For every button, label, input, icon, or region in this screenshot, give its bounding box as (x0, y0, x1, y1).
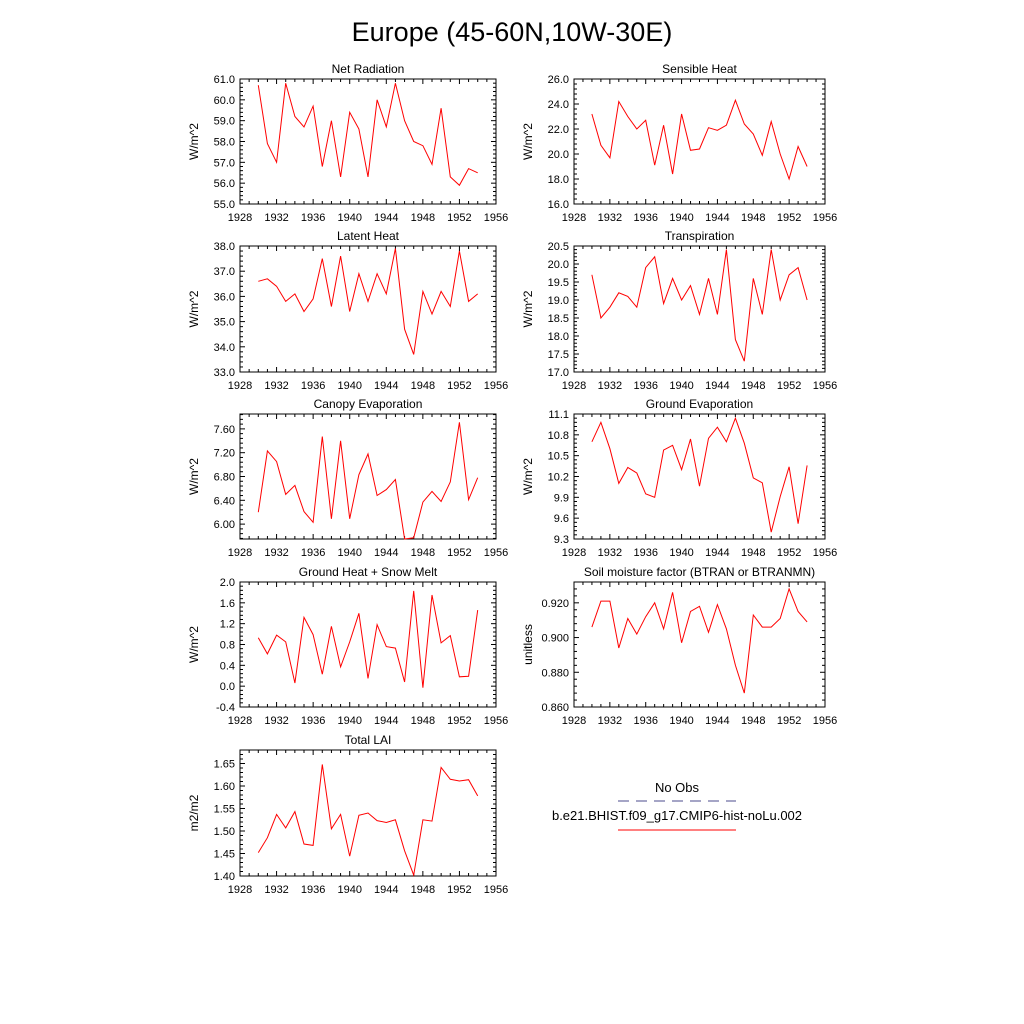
y-tick-label: 55.0 (213, 199, 235, 211)
series-line (592, 589, 807, 693)
panel-7 (521, 565, 837, 727)
x-tick-label: 1928 (561, 715, 587, 727)
x-tick-label: 1940 (337, 715, 362, 727)
x-tick-label: 1952 (447, 884, 472, 896)
x-tick-label: 1944 (374, 547, 399, 559)
series-line (592, 100, 807, 179)
x-tick-label: 1936 (633, 715, 658, 727)
x-tick-label: 1928 (561, 380, 587, 392)
x-tick-label: 1936 (633, 380, 658, 392)
x-tick-label: 1936 (300, 212, 326, 224)
series-line (258, 249, 477, 355)
legend-obs-label: No Obs (654, 780, 700, 795)
x-tick-label: 1940 (337, 380, 362, 392)
page-title: Europe (45-60N,10W-30E) (351, 17, 673, 47)
y-axis-label: W/m^2 (521, 458, 535, 495)
panel-3 (521, 229, 837, 392)
y-tick-label: 17.0 (547, 367, 569, 379)
y-tick-label: 10.2 (547, 471, 569, 484)
x-tick-label: 1944 (374, 380, 399, 392)
x-tick-label: 1936 (633, 212, 658, 224)
x-tick-label: 1940 (337, 547, 362, 559)
y-tick-label: 56.0 (213, 178, 235, 191)
y-tick-label: 19.5 (547, 277, 569, 289)
legend-model-label: b.e21.BHIST.f09_g17.CMIP6-hist-noLu.002 (551, 808, 803, 823)
x-tick-label: 1936 (300, 380, 326, 392)
x-tick-label: 1956 (812, 212, 838, 224)
x-tick-label: 1944 (705, 715, 730, 727)
panels (187, 62, 837, 896)
y-tick-label: 9.3 (553, 534, 569, 546)
y-tick-label: 18.0 (547, 174, 569, 186)
y-tick-label: 19.0 (547, 295, 569, 307)
y-tick-label: 10.5 (547, 450, 569, 463)
y-axis-label: unitless (521, 624, 535, 665)
y-tick-label: 38.0 (213, 241, 235, 253)
y-tick-label: 1.50 (213, 826, 235, 838)
x-tick-label: 1940 (669, 380, 694, 392)
legend (552, 780, 802, 830)
x-tick-label: 1928 (227, 884, 253, 896)
panel-1 (521, 62, 837, 224)
x-tick-label: 1932 (264, 547, 289, 559)
panel-5 (521, 397, 837, 559)
x-tick-label: 1932 (597, 212, 623, 224)
x-tick-label: 1928 (227, 715, 253, 727)
x-tick-label: 1940 (337, 212, 362, 224)
y-tick-label: 6.40 (213, 495, 235, 508)
y-axis-label: W/m^2 (521, 290, 535, 328)
y-tick-label: 20.0 (547, 149, 569, 161)
y-tick-label: 35.0 (213, 316, 235, 329)
x-tick-label: 1928 (227, 380, 253, 392)
y-tick-label: 26.0 (547, 74, 569, 86)
x-tick-label: 1928 (227, 547, 253, 559)
x-tick-label: 1948 (741, 547, 766, 559)
x-tick-label: 1952 (776, 212, 802, 224)
y-tick-label: 0.0 (219, 681, 235, 694)
x-tick-label: 1944 (705, 547, 730, 559)
plot-frame (240, 79, 496, 204)
x-tick-label: 1956 (812, 547, 838, 559)
plot-frame (574, 414, 825, 539)
y-tick-label: 7.20 (213, 447, 235, 460)
x-tick-label: 1936 (300, 884, 326, 896)
y-tick-label: 1.45 (213, 848, 235, 861)
y-tick-label: 11.1 (548, 409, 569, 421)
x-tick-label: 1956 (812, 380, 838, 392)
y-tick-label: 16.0 (547, 199, 569, 211)
y-tick-label: 1.2 (219, 618, 235, 631)
x-tick-label: 1952 (776, 715, 802, 727)
y-tick-label: 24.0 (547, 99, 569, 111)
y-tick-label: 0.920 (541, 597, 569, 610)
x-tick-label: 1932 (264, 715, 289, 727)
y-axis-label: m2/m2 (187, 794, 201, 832)
x-tick-label: 1936 (300, 715, 326, 727)
y-tick-label: 58.0 (213, 136, 235, 149)
x-tick-label: 1948 (410, 884, 436, 896)
y-tick-label: 6.80 (213, 471, 235, 484)
y-tick-label: 57.0 (213, 157, 235, 170)
series-line (258, 591, 477, 688)
y-tick-label: 20.0 (547, 259, 569, 271)
x-tick-label: 1952 (776, 547, 802, 559)
panel-title: Canopy Evaporation (313, 397, 423, 411)
panel-2 (187, 229, 508, 392)
y-tick-label: 9.6 (553, 513, 569, 526)
y-tick-label: 2.0 (219, 577, 235, 589)
panel-4 (187, 397, 508, 559)
x-tick-label: 1944 (705, 212, 730, 224)
x-tick-label: 1944 (374, 212, 399, 224)
series-line (592, 418, 807, 532)
y-tick-label: 6.00 (213, 519, 235, 532)
x-tick-label: 1928 (561, 547, 587, 559)
series-line (592, 250, 807, 362)
x-tick-label: 1948 (741, 212, 766, 224)
y-tick-label: 9.9 (553, 492, 569, 505)
y-tick-label: 37.0 (213, 266, 235, 279)
x-tick-label: 1944 (705, 380, 730, 392)
y-tick-label: 0.880 (541, 667, 569, 680)
panel-title: Latent Heat (336, 229, 400, 243)
x-tick-label: 1956 (483, 884, 509, 896)
x-tick-label: 1936 (633, 547, 658, 559)
x-tick-label: 1952 (447, 715, 472, 727)
y-tick-label: 1.40 (213, 871, 235, 883)
series-line (258, 764, 477, 875)
y-axis-label: W/m^2 (187, 290, 201, 328)
y-tick-label: 0.860 (541, 702, 569, 714)
y-tick-label: 1.6 (219, 597, 235, 610)
y-tick-label: 20.5 (547, 241, 569, 253)
x-tick-label: 1956 (483, 715, 509, 727)
y-axis-label: W/m^2 (187, 626, 201, 663)
y-tick-label: 1.55 (213, 803, 235, 816)
y-tick-label: 0.4 (219, 660, 235, 673)
y-tick-label: 18.5 (547, 313, 569, 325)
panel-title: Total LAI (344, 733, 392, 747)
x-tick-label: 1948 (741, 715, 766, 727)
x-tick-label: 1932 (264, 380, 289, 392)
x-tick-label: 1940 (669, 715, 694, 727)
y-tick-label: 10.8 (547, 429, 569, 442)
x-tick-label: 1952 (447, 547, 472, 559)
y-tick-label: 34.0 (213, 341, 235, 354)
x-tick-label: 1932 (597, 715, 623, 727)
x-tick-label: 1948 (741, 380, 766, 392)
x-tick-label: 1948 (410, 212, 436, 224)
y-tick-label: 0.8 (219, 639, 235, 652)
x-tick-label: 1948 (410, 380, 436, 392)
y-tick-label: 18.0 (547, 331, 569, 343)
y-tick-label: 61.0 (213, 74, 235, 86)
y-tick-label: 36.0 (213, 291, 235, 304)
x-tick-label: 1944 (374, 715, 399, 727)
x-tick-label: 1940 (669, 547, 694, 559)
panel-8 (187, 733, 508, 896)
x-tick-label: 1932 (597, 547, 623, 559)
x-tick-label: 1928 (561, 212, 587, 224)
panel-0 (187, 62, 508, 224)
series-line (258, 422, 477, 539)
plot-frame (574, 246, 825, 372)
y-axis-label: W/m^2 (187, 458, 201, 495)
x-tick-label: 1944 (374, 884, 399, 896)
y-tick-label: 60.0 (213, 94, 235, 107)
y-tick-label: 7.60 (213, 423, 235, 436)
x-tick-label: 1952 (447, 380, 472, 392)
x-tick-label: 1948 (410, 547, 436, 559)
panel-title: Sensible Heat (662, 62, 737, 76)
y-tick-label: 17.5 (547, 349, 569, 361)
panel-title: Soil moisture factor (BTRAN or BTRANMN) (583, 565, 816, 579)
x-tick-label: 1956 (812, 715, 838, 727)
plot-frame (574, 582, 825, 707)
y-tick-label: 33.0 (213, 367, 235, 379)
y-tick-label: 1.60 (213, 781, 235, 793)
y-tick-label: 22.0 (547, 124, 569, 136)
x-tick-label: 1948 (410, 715, 436, 727)
x-tick-label: 1952 (776, 380, 802, 392)
x-tick-label: 1936 (300, 547, 326, 559)
panel-title: Transpiration (664, 229, 735, 243)
x-tick-label: 1956 (483, 380, 509, 392)
panel-title: Net Radiation (331, 62, 405, 76)
x-tick-label: 1932 (264, 884, 289, 896)
panel-6 (187, 565, 508, 727)
y-tick-label: -0.4 (216, 702, 235, 714)
x-tick-label: 1940 (669, 212, 694, 224)
x-tick-label: 1932 (597, 380, 623, 392)
y-tick-label: 1.65 (213, 758, 235, 771)
x-tick-label: 1940 (337, 884, 362, 896)
x-tick-label: 1932 (264, 212, 289, 224)
y-tick-label: 0.900 (541, 632, 569, 645)
series-line (258, 83, 477, 185)
plot-frame (240, 582, 496, 707)
plot-frame (574, 79, 825, 204)
y-axis-label: W/m^2 (521, 123, 535, 160)
y-tick-label: 59.0 (213, 115, 235, 128)
x-tick-label: 1956 (483, 547, 509, 559)
x-tick-label: 1928 (227, 212, 253, 224)
x-tick-label: 1956 (483, 212, 509, 224)
x-tick-label: 1952 (447, 212, 472, 224)
y-axis-label: W/m^2 (187, 123, 201, 160)
panel-title: Ground Heat + Snow Melt (298, 565, 438, 579)
panel-title: Ground Evaporation (645, 397, 754, 411)
